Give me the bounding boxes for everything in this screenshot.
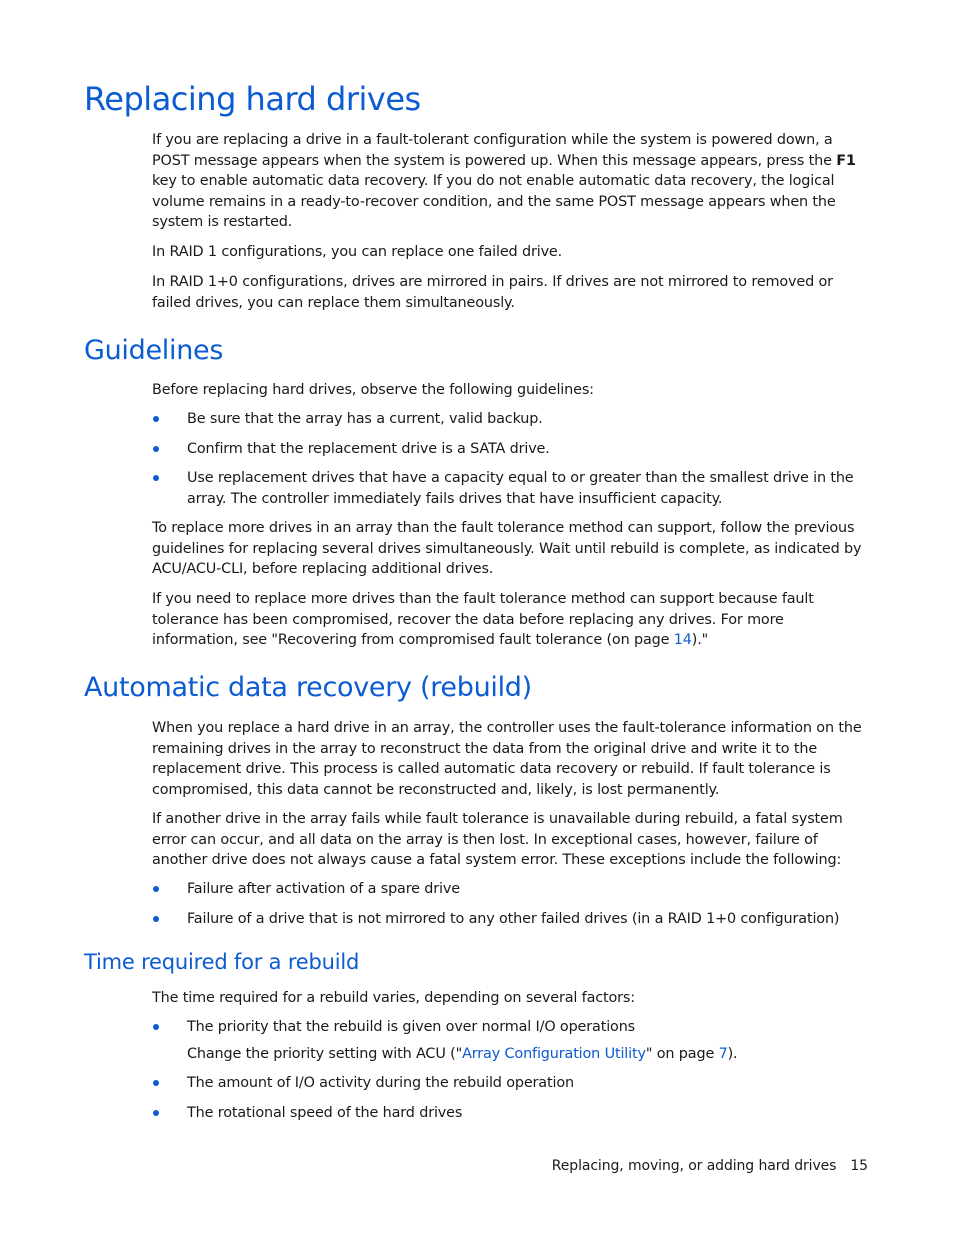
priority-note-text-a: Change the priority setting with ACU (" [187,1046,463,1062]
list-item [152,909,870,930]
acu-link[interactable]: Array Configuration Utility [462,1046,646,1062]
list-item-text: Failure of a drive that is not mirrored to any other failed drives (in a RAID 1+0 configuration) [187,911,840,927]
footer-chapter-title: Replacing, moving, or adding hard drives [551,1158,837,1174]
intro-paragraph [152,130,870,233]
page-title: Replacing hard drives [84,80,421,118]
list-item [152,1103,870,1124]
list-item-text: The amount of I/O activity during the rebuild operation [187,1075,574,1091]
list-item-text: Be sure that the array has a current, valid backup. [187,411,543,427]
list-item [152,468,870,509]
list-item [152,1073,870,1094]
priority-note-text-c: ). [727,1046,738,1062]
bullet-icon [153,916,159,922]
list-item [152,1017,870,1038]
intro-text-b: key to enable automatic data recovery. If you do not enable automatic data recovery, the logical volume remains in a ready-to-recover condition, and the same POST message appears when the system is restarted. [152,173,836,230]
bullet-icon [153,446,159,452]
page-footer [552,1158,868,1174]
guidelines-p2-text-a: If you need to replace more drives than the fault tolerance method can support because fault tolerance has been compromised, recover the data before replacing any drives. For more information, see "Recovering from compromised fault tolerance (on page [152,591,814,648]
guidelines-paragraph-1: To replace more drives in an array than the fault tolerance method can support, follow the previous guidelines for replacing several drives simultaneously. Wait until rebuild is complete, as indicated by ACU/ACU-CLI, before replacing additional drives. [152,520,862,577]
intro-text-a: If you are replacing a drive in a fault-tolerant configuration while the system is powered down, a POST message appears when the system is powered up. When this message appears, press the [152,132,837,169]
list-item [152,439,870,460]
list-item-text: The priority that the rebuild is given over normal I/O operations [187,1019,636,1035]
priority-note-text-b: " on page [645,1046,719,1062]
bullet-icon [153,1110,159,1116]
list-item-text: Confirm that the replacement drive is a SATA drive. [187,441,550,457]
f1-key: F1 [836,152,856,169]
bullet-icon [153,1024,159,1030]
guidelines-paragraph-2 [152,589,870,651]
guidelines-p2-text-b: )." [691,632,709,648]
rebuild-time-intro: The time required for a rebuild varies, depending on several factors: [152,990,635,1006]
rebuild-time-heading: Time required for a rebuild [84,950,360,974]
priority-note [187,1044,737,1065]
bullet-icon [153,886,159,892]
page-14-link[interactable]: 14 [673,632,692,648]
recovery-paragraph-1: When you replace a hard drive in an array, the controller uses the fault-tolerance information on the remaining drives in the array to reconstruct the data from the original drive and write it to the replacement drive. This process is called automatic data recovery or rebuild. If fault tolerance is compromised, this data cannot be reconstructed and, likely, is lost permanently. [152,720,862,798]
bullet-icon [153,1080,159,1086]
list-item [152,409,870,430]
page-7-link[interactable]: 7 [718,1046,728,1062]
list-item-text: The rotational speed of the hard drives [187,1105,463,1121]
recovery-paragraph-2: If another drive in the array fails while fault tolerance is unavailable during rebuild, a fatal system error can occur, and all data on the array is then lost. In exceptional cases, however, failure of another drive does not always cause a fatal system error. These exceptions include the following: [152,811,843,868]
raid1-paragraph: In RAID 1 configurations, you can replace one failed drive. [152,244,563,260]
recovery-heading: Automatic data recovery (rebuild) [84,672,532,703]
raid10-paragraph: In RAID 1+0 configurations, drives are mirrored in pairs. If drives are not mirrored to removed or failed drives, you can replace them simultaneously. [152,274,833,311]
bullet-icon [153,416,159,422]
page-number: 15 [850,1158,868,1174]
bullet-icon [153,475,159,481]
list-item-text: Use replacement drives that have a capacity equal to or greater than the smallest drive in the array. The controller immediately fails drives that have insufficient capacity. [187,470,854,507]
guidelines-intro: Before replacing hard drives, observe the following guidelines: [152,382,594,398]
guidelines-heading: Guidelines [84,335,224,366]
list-item-text: Failure after activation of a spare drive [187,881,460,897]
list-item [152,879,870,900]
